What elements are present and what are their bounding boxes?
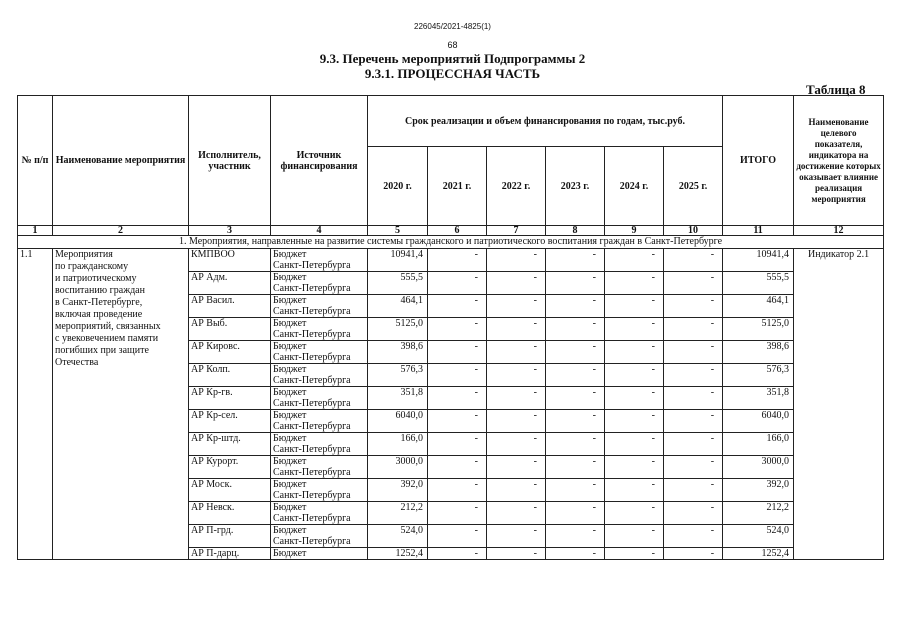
source-cell [271, 272, 368, 295]
year-2020-value: 1252,4 [368, 548, 428, 560]
empty-year-value: - [664, 479, 723, 502]
source-line: Санкт-Петербурга [273, 444, 351, 455]
empty-year-value: - [664, 341, 723, 364]
source-cell [271, 249, 368, 272]
source-line: Санкт-Петербурга [273, 306, 351, 317]
column-number: 10 [664, 226, 723, 236]
total-value: 166,0 [723, 433, 794, 456]
column-number: 4 [271, 226, 368, 236]
source-cell [271, 387, 368, 410]
source-line: Санкт-Петербурга [273, 467, 351, 478]
header-executor: Исполнитель, участник [189, 96, 271, 226]
empty-year-value: - [546, 249, 605, 272]
empty-year-value: - [605, 387, 664, 410]
empty-year-value: - [487, 364, 546, 387]
total-value: 5125,0 [723, 318, 794, 341]
header-indicator: Наименование целевого показателя, индикатора на достижение которых оказывает влияние реализация мероприятия [794, 96, 884, 226]
header-year: 2025 г. [664, 147, 723, 226]
activity-line: в Санкт-Петербурге, [55, 297, 143, 308]
empty-year-value: - [487, 502, 546, 525]
header-period: Срок реализации и объем финансирования по годам, тыс.руб. [368, 96, 723, 147]
total-value: 1252,4 [723, 548, 794, 560]
year-2020-value: 392,0 [368, 479, 428, 502]
empty-year-value: - [428, 249, 487, 272]
source-line: Бюджет [273, 525, 307, 536]
empty-year-value: - [546, 410, 605, 433]
source-line: Бюджет [273, 387, 307, 398]
source-line: Бюджет [273, 456, 307, 467]
source-cell [271, 525, 368, 548]
empty-year-value: - [546, 479, 605, 502]
source-cell [271, 318, 368, 341]
header-year: 2020 г. [368, 147, 428, 226]
source-line: Санкт-Петербурга [273, 490, 351, 501]
activities-table [17, 95, 884, 560]
empty-year-value: - [487, 387, 546, 410]
source-line: Санкт-Петербурга [273, 283, 351, 294]
activity-name [53, 249, 189, 560]
source-line: Бюджет [273, 364, 307, 375]
section-title: 9.3. Перечень мероприятий Подпрограммы 2 [319, 51, 586, 66]
empty-year-value: - [605, 502, 664, 525]
empty-year-value: - [487, 318, 546, 341]
executor-cell: АР П-грд. [189, 525, 271, 548]
empty-year-value: - [546, 341, 605, 364]
empty-year-value: - [546, 548, 605, 560]
source-cell [271, 410, 368, 433]
empty-year-value: - [664, 525, 723, 548]
empty-year-value: - [487, 456, 546, 479]
document-number: 226045/2021-4825(1) [414, 22, 491, 31]
total-value: 555,5 [723, 272, 794, 295]
column-number: 7 [487, 226, 546, 236]
activity-line: погибших при защите [55, 345, 149, 356]
table-label: Таблица 8 [806, 82, 866, 97]
empty-year-value: - [664, 364, 723, 387]
source-line: Бюджет [273, 272, 307, 283]
empty-year-value: - [546, 525, 605, 548]
executor-cell: АР Невск. [189, 502, 271, 525]
empty-year-value: - [664, 502, 723, 525]
header-year: 2022 г. [487, 147, 546, 226]
empty-year-value: - [664, 318, 723, 341]
empty-year-value: - [428, 387, 487, 410]
empty-year-value: - [428, 341, 487, 364]
source-line: Бюджет [273, 410, 307, 421]
source-cell [271, 502, 368, 525]
year-2020-value: 166,0 [368, 433, 428, 456]
column-number-row [18, 226, 884, 236]
empty-year-value: - [546, 502, 605, 525]
source-line: Бюджет [273, 479, 307, 490]
executor-cell: АР Васил. [189, 295, 271, 318]
empty-year-value: - [487, 525, 546, 548]
empty-year-value: - [664, 548, 723, 560]
empty-year-value: - [605, 525, 664, 548]
year-2020-value: 6040,0 [368, 410, 428, 433]
year-2020-value: 351,8 [368, 387, 428, 410]
header-source: Источник финансирования [271, 96, 368, 226]
activity-line: включая проведение [55, 309, 143, 320]
empty-year-value: - [487, 479, 546, 502]
year-2020-value: 3000,0 [368, 456, 428, 479]
header-total: ИТОГО [723, 96, 794, 226]
total-value: 3000,0 [723, 456, 794, 479]
empty-year-value: - [428, 456, 487, 479]
table-row [18, 249, 884, 272]
header-year: 2024 г. [605, 147, 664, 226]
executor-cell: АР Выб. [189, 318, 271, 341]
source-line: Бюджет [273, 548, 307, 559]
total-value: 392,0 [723, 479, 794, 502]
empty-year-value: - [605, 272, 664, 295]
empty-year-value: - [546, 387, 605, 410]
indicator-cell: Индикатор 2.1 [794, 249, 884, 560]
executor-cell: АР Моск. [189, 479, 271, 502]
empty-year-value: - [546, 272, 605, 295]
column-number: 6 [428, 226, 487, 236]
source-line: Бюджет [273, 433, 307, 444]
source-line: Санкт-Петербурга [273, 329, 351, 340]
activity-line: с увековечением памяти [55, 333, 159, 344]
source-line: Бюджет [273, 318, 307, 329]
activity-line: по гражданскому [55, 261, 129, 272]
source-line: Бюджет [273, 341, 307, 352]
activity-line: воспитанию граждан [55, 285, 145, 296]
empty-year-value: - [605, 364, 664, 387]
empty-year-value: - [605, 548, 664, 560]
header-year: 2023 г. [546, 147, 605, 226]
source-cell [271, 341, 368, 364]
empty-year-value: - [428, 525, 487, 548]
column-number: 12 [794, 226, 884, 236]
source-cell [271, 456, 368, 479]
empty-year-value: - [664, 272, 723, 295]
empty-year-value: - [546, 364, 605, 387]
year-2020-value: 10941,4 [368, 249, 428, 272]
column-number: 9 [605, 226, 664, 236]
column-number: 2 [53, 226, 189, 236]
total-value: 6040,0 [723, 410, 794, 433]
empty-year-value: - [605, 410, 664, 433]
empty-year-value: - [428, 479, 487, 502]
source-line: Санкт-Петербурга [273, 352, 351, 363]
empty-year-value: - [487, 249, 546, 272]
column-number: 1 [18, 226, 53, 236]
subsection-title: 9.3.1. ПРОЦЕССНАЯ ЧАСТЬ [364, 66, 541, 81]
empty-year-value: - [546, 318, 605, 341]
source-line: Бюджет [273, 502, 307, 513]
source-line: Санкт-Петербурга [273, 536, 351, 547]
source-line: Бюджет [273, 295, 307, 306]
empty-year-value: - [428, 318, 487, 341]
empty-year-value: - [428, 548, 487, 560]
empty-year-value: - [605, 295, 664, 318]
page-number: 68 [447, 40, 458, 50]
source-line: Санкт-Петербурга [273, 260, 351, 271]
executor-cell: АР Кр-сел. [189, 410, 271, 433]
empty-year-value: - [428, 295, 487, 318]
year-2020-value: 555,5 [368, 272, 428, 295]
header-activity: Наименование мероприятия [53, 96, 189, 226]
empty-year-value: - [664, 410, 723, 433]
source-cell [271, 295, 368, 318]
column-number: 8 [546, 226, 605, 236]
total-value: 464,1 [723, 295, 794, 318]
activity-line: и патриотическому [55, 273, 137, 284]
year-2020-value: 5125,0 [368, 318, 428, 341]
empty-year-value: - [487, 548, 546, 560]
year-2020-value: 212,2 [368, 502, 428, 525]
source-line: Бюджет [273, 249, 307, 260]
source-cell [271, 433, 368, 456]
executor-cell: АР Колп. [189, 364, 271, 387]
source-line: Санкт-Петербурга [273, 398, 351, 409]
executor-cell: АР Кр-штд. [189, 433, 271, 456]
empty-year-value: - [546, 433, 605, 456]
item-number: 1.1 [18, 249, 53, 560]
executor-cell: АР Кр-гв. [189, 387, 271, 410]
header-num: № п/п [18, 96, 53, 226]
empty-year-value: - [546, 295, 605, 318]
source-cell [271, 548, 368, 560]
activity-line: Отечества [55, 357, 99, 368]
empty-year-value: - [664, 249, 723, 272]
source-cell [271, 364, 368, 387]
source-line: Санкт-Петербурга [273, 421, 351, 432]
activity-line: мероприятий, связанных [55, 321, 161, 332]
executor-cell: АР П-дарц. [189, 548, 271, 560]
empty-year-value: - [605, 456, 664, 479]
empty-year-value: - [605, 433, 664, 456]
total-value: 351,8 [723, 387, 794, 410]
section-heading: 1. Мероприятия, направленные на развитие системы гражданского и патриотического воспитания граждан в Санкт-Петербурге [18, 236, 884, 249]
total-value: 212,2 [723, 502, 794, 525]
empty-year-value: - [605, 341, 664, 364]
empty-year-value: - [605, 479, 664, 502]
empty-year-value: - [605, 249, 664, 272]
header-year: 2021 г. [428, 147, 487, 226]
executor-cell: КМПВОО [189, 249, 271, 272]
source-cell [271, 479, 368, 502]
total-value: 576,3 [723, 364, 794, 387]
column-number: 3 [189, 226, 271, 236]
activity-line: Мероприятия [55, 249, 113, 260]
empty-year-value: - [487, 410, 546, 433]
executor-cell: АР Кировс. [189, 341, 271, 364]
empty-year-value: - [664, 295, 723, 318]
empty-year-value: - [428, 502, 487, 525]
total-value: 10941,4 [723, 249, 794, 272]
year-2020-value: 576,3 [368, 364, 428, 387]
empty-year-value: - [487, 433, 546, 456]
source-line: Санкт-Петербурга [273, 513, 351, 524]
column-number: 11 [723, 226, 794, 236]
empty-year-value: - [428, 433, 487, 456]
empty-year-value: - [428, 410, 487, 433]
executor-cell: АР Курорт. [189, 456, 271, 479]
empty-year-value: - [487, 341, 546, 364]
year-2020-value: 398,6 [368, 341, 428, 364]
empty-year-value: - [605, 318, 664, 341]
section-row [18, 236, 884, 249]
empty-year-value: - [664, 433, 723, 456]
column-number: 5 [368, 226, 428, 236]
total-value: 524,0 [723, 525, 794, 548]
empty-year-value: - [487, 272, 546, 295]
empty-year-value: - [428, 272, 487, 295]
source-line: Санкт-Петербурга [273, 375, 351, 386]
empty-year-value: - [664, 387, 723, 410]
executor-cell: АР Адм. [189, 272, 271, 295]
empty-year-value: - [487, 295, 546, 318]
empty-year-value: - [664, 456, 723, 479]
year-2020-value: 524,0 [368, 525, 428, 548]
empty-year-value: - [546, 456, 605, 479]
total-value: 398,6 [723, 341, 794, 364]
year-2020-value: 464,1 [368, 295, 428, 318]
empty-year-value: - [428, 364, 487, 387]
